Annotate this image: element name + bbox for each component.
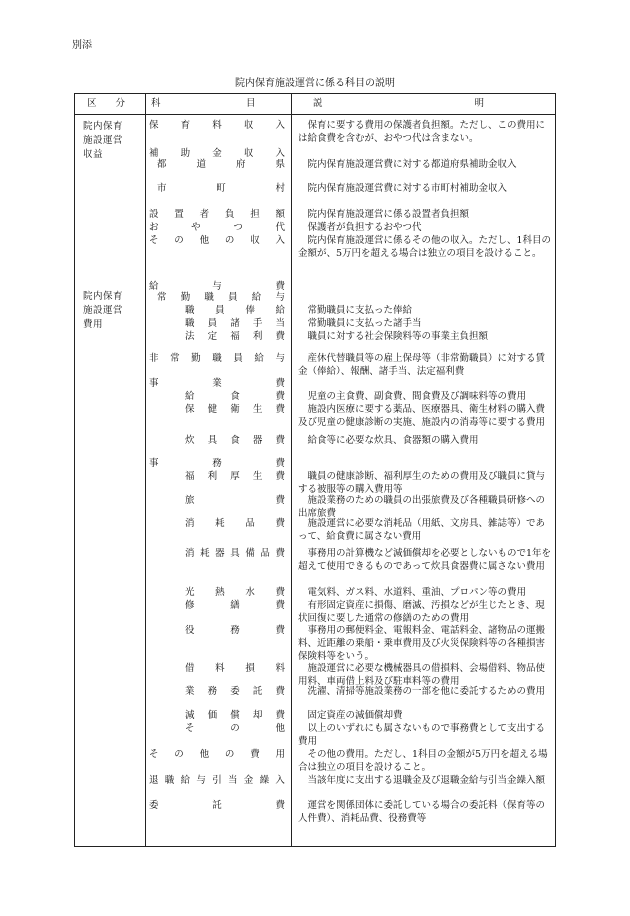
- account-item-char: や: [191, 222, 201, 233]
- account-item-char: 用: [275, 749, 285, 760]
- account-item-char: 費: [275, 281, 285, 292]
- account-item-char: 生: [252, 471, 263, 482]
- account-item-char: 与: [196, 775, 206, 786]
- account-item: [185, 390, 285, 403]
- account-item-char: 福: [230, 331, 240, 342]
- account-item: [185, 722, 285, 735]
- account-item-char: 費: [275, 495, 285, 506]
- account-item-char: 費: [275, 625, 285, 636]
- account-item-char: 諸: [230, 318, 240, 329]
- account-item-char: 旅: [185, 495, 195, 506]
- account-item-char: 収: [243, 120, 254, 131]
- account-item: [149, 457, 285, 470]
- account-item-char: 員: [215, 305, 225, 316]
- category-expense: 院内保育 施設運営 費用: [83, 291, 124, 330]
- account-item-char: 費: [275, 710, 285, 721]
- account-item-char: 金: [243, 775, 254, 786]
- account-description: 事務用の郵便料金、電報料金、電話料金、諸物品の運搬料、近距離の乗船・乗車費用及び火災保険料等の各種損害保険料等をいう。: [298, 625, 546, 662]
- account-item-char: 他: [275, 723, 285, 734]
- account-item: [149, 352, 285, 365]
- header-item: 科 目: [151, 98, 256, 109]
- account-item-char: そ: [149, 235, 159, 246]
- account-item-char: 利: [252, 331, 263, 342]
- account-item-char: 入: [275, 235, 285, 246]
- account-item: [185, 470, 285, 483]
- account-item-char: 助: [180, 148, 191, 159]
- account-item-char: 給: [275, 305, 285, 316]
- account-item-char: 委: [149, 800, 159, 811]
- account-item-char: 員: [228, 292, 238, 303]
- account-description: 電気料、ガス料、水道料、重油、プロパン等の費用: [307, 587, 527, 598]
- account-description: 施設運営に必要な機械器具の借損料、会場借料、物品使用料、車両借上料及び駐車料等の費用: [298, 663, 546, 687]
- account-item-char: 員: [233, 353, 243, 364]
- account-item-char: 水: [245, 587, 255, 598]
- account-item-char: 職: [164, 775, 175, 786]
- account-item-char: 務: [212, 458, 222, 469]
- account-item-char: 担: [250, 209, 260, 220]
- account-item-char: 費: [275, 587, 285, 598]
- account-item-char: 役: [185, 625, 195, 636]
- account-item-char: 与: [212, 281, 222, 292]
- account-item-char: 設: [149, 209, 159, 220]
- account-item: [185, 624, 285, 637]
- account-item-char: 勤: [180, 292, 191, 303]
- account-item-char: の: [224, 235, 235, 246]
- account-item: [149, 208, 285, 221]
- account-item-char: 補: [149, 148, 159, 159]
- account-item-char: 代: [275, 222, 285, 233]
- account-item-char: 厚: [230, 471, 240, 482]
- account-description: 施設業務のための職員の出張旅費及び各種職員研修への出席旅費: [298, 495, 546, 519]
- account-item-char: 熱: [215, 587, 225, 598]
- header-description: 説 明: [313, 98, 485, 109]
- account-item-char: 入: [275, 120, 285, 131]
- account-item-char: 業: [212, 378, 222, 389]
- account-item-char: 費: [275, 458, 285, 469]
- account-description: 常勤職員に支払った俸給: [307, 305, 413, 316]
- account-item-char: 食: [230, 435, 240, 446]
- account-item-char: 光: [185, 587, 195, 598]
- account-item-char: 勤: [191, 353, 201, 364]
- account-item-char: 生: [252, 404, 263, 415]
- account-item-char: 他: [199, 235, 210, 246]
- account-item-char: 当: [227, 775, 238, 786]
- account-item: [185, 599, 285, 612]
- account-item-char: 器: [252, 435, 263, 446]
- account-item-char: 保: [185, 404, 195, 415]
- account-item: [149, 119, 285, 132]
- account-item: [185, 330, 285, 343]
- account-item-char: 育: [180, 120, 191, 131]
- account-item-char: 務: [230, 625, 240, 636]
- account-description: 以上のいずれにも属さないもので事務費として支出する費用: [298, 723, 546, 747]
- annex-label: 別添: [72, 40, 92, 51]
- account-item-char: 負: [224, 209, 235, 220]
- account-item-char: 務: [207, 686, 218, 697]
- account-item-char: 引: [212, 775, 222, 786]
- account-item-char: 職: [185, 318, 195, 329]
- document-title: 院内保育施設運営に係る科目の説明: [235, 78, 395, 89]
- account-item: [149, 774, 285, 787]
- account-item-char: 常: [170, 353, 180, 364]
- account-item-char: 衛: [230, 404, 240, 415]
- account-item-char: 市: [157, 183, 167, 194]
- account-description: 職員の健康診断、福利厚生のための費用及び職員に貸与する被服等の購入費用等: [298, 471, 546, 495]
- account-item-char: 当: [275, 318, 285, 329]
- account-item-char: 却: [252, 710, 263, 721]
- account-item-char: 健: [207, 404, 218, 415]
- account-item-char: 定: [207, 331, 218, 342]
- account-item-char: 借: [185, 663, 195, 674]
- account-item: [149, 377, 285, 390]
- account-item-char: 費: [275, 331, 285, 342]
- account-description: 当該年度に支出する退職金及び退職金給与引当金繰入額: [307, 775, 546, 786]
- header-divider: [75, 114, 555, 115]
- account-item-char: 業: [185, 686, 195, 697]
- account-item: [149, 748, 285, 761]
- account-item-char: 委: [230, 686, 240, 697]
- account-item-char: 料: [275, 663, 285, 674]
- header-category: 区 分: [87, 98, 126, 109]
- account-item-char: 費: [275, 378, 285, 389]
- account-item-char: 給: [251, 292, 262, 303]
- account-item: [185, 304, 285, 317]
- account-item-char: 託: [212, 800, 222, 811]
- account-item-char: 品: [245, 518, 255, 529]
- account-description: 給食等に必要な炊具、食器類の購入費用: [307, 435, 479, 446]
- account-item: [185, 685, 285, 698]
- account-item-char: 耗: [215, 518, 225, 529]
- account-description: 常勤職員に支払った諸手当: [307, 318, 422, 329]
- account-item-char: 保: [149, 120, 159, 131]
- account-item-char: 都: [157, 159, 167, 170]
- account-item-char: 器: [215, 548, 225, 559]
- account-item-char: 料: [212, 120, 222, 131]
- account-item-char: 炊: [185, 435, 195, 446]
- account-item-char: 事: [149, 378, 159, 389]
- account-item-char: 価: [207, 710, 218, 721]
- account-item-char: 職: [185, 305, 195, 316]
- account-item-char: の: [230, 723, 240, 734]
- account-item-char: 県: [275, 159, 285, 170]
- account-item-char: 具: [207, 435, 218, 446]
- account-description: 施設内医療に要する薬品、医療器具、衛生材料の購入費及び児童の健康診断の実施、施設内の消毒等に要する費用: [298, 404, 546, 428]
- account-description: 院内保育施設運営に係る設置者負担額: [307, 209, 470, 220]
- account-item: [149, 234, 285, 247]
- account-item-char: 入: [275, 148, 285, 159]
- account-item-char: 退: [149, 775, 159, 786]
- account-item-char: 府: [235, 159, 246, 170]
- account-item-char: 費: [275, 391, 285, 402]
- account-item-char: 額: [275, 209, 285, 220]
- account-description: 院内保育施設運営費に対する市町村補助金収入: [307, 183, 508, 194]
- account-item-char: 収: [243, 148, 254, 159]
- account-item-char: 給: [254, 353, 264, 364]
- account-item-char: 料: [215, 663, 225, 674]
- account-item-char: 費: [275, 518, 285, 529]
- account-item-char: 食: [230, 391, 240, 402]
- account-description: 院内保育施設運営に係るその他の収入。ただし、1科目の金額が、5万円を超える場合は独立の項目を設けること。: [298, 235, 552, 259]
- account-item-char: 修: [185, 600, 195, 611]
- account-item-char: 耗: [200, 548, 210, 559]
- account-item: [185, 586, 285, 599]
- account-description: 有形固定資産に損傷、磨滅、汚損などが生じたとき、現状回復に要した通常の修繕のための費用: [298, 600, 545, 624]
- account-item: [185, 547, 285, 560]
- account-item: [157, 182, 285, 195]
- account-item-char: 費: [275, 600, 285, 611]
- account-item-char: 町: [216, 183, 226, 194]
- account-item-char: 職: [204, 292, 214, 303]
- column-divider: [291, 94, 292, 846]
- account-item-char: 償: [230, 710, 240, 721]
- account-description: 保育に要する費用の保護者負担額。ただし、この費用には給食費を含むが、おやつ代は含まない。: [298, 120, 546, 144]
- account-item-char: 俸: [245, 305, 255, 316]
- account-item-char: 与: [275, 353, 285, 364]
- account-item-char: 入: [275, 775, 285, 786]
- account-item-char: 託: [252, 686, 263, 697]
- account-description: その他の費用。ただし、1科目の金額が5万円を超える場合は独立の項目を設けること。: [298, 749, 548, 773]
- account-item-char: 利: [207, 471, 218, 482]
- account-description: 固定資産の減価償却費: [307, 710, 403, 721]
- account-item-char: 品: [260, 548, 270, 559]
- account-item-char: つ: [233, 222, 243, 233]
- account-description: 保護者が負担するおやつ代: [307, 222, 422, 233]
- account-item-char: 給: [149, 281, 159, 292]
- account-item: [185, 317, 285, 330]
- account-item-char: 損: [245, 663, 255, 674]
- account-item-char: 費: [275, 800, 285, 811]
- account-item-char: 費: [250, 749, 260, 760]
- account-item: [185, 403, 285, 416]
- account-item-char: 費: [275, 435, 285, 446]
- account-item-char: 道: [196, 159, 206, 170]
- account-description: 院内保育施設運営費に対する都道府県補助金収入: [307, 159, 517, 170]
- category-revenue: 院内保育 施設運営 収益: [83, 121, 124, 160]
- account-description: 運営を関係団体に委託している場合の委託料（保育等の人件費）、消耗品費、役務費等: [298, 800, 546, 824]
- account-item-char: 他: [199, 749, 210, 760]
- account-item: [185, 494, 285, 507]
- account-item: [149, 221, 285, 234]
- account-item-char: お: [149, 222, 159, 233]
- account-item-char: 常: [157, 292, 167, 303]
- account-item-char: 備: [245, 548, 255, 559]
- account-item-char: 費: [275, 548, 285, 559]
- account-item-char: 与: [275, 292, 285, 303]
- account-item: [157, 158, 285, 171]
- account-item-char: そ: [149, 749, 159, 760]
- account-item-char: 減: [185, 710, 195, 721]
- account-description: 事務用の計算機など減価償却を必要としないもので1年を超えて使用できるものであって炊具食器費に属さない費用: [298, 548, 552, 572]
- account-item: [185, 662, 285, 675]
- account-table: [74, 93, 556, 847]
- account-item-char: 費: [275, 404, 285, 415]
- account-item-char: 福: [185, 471, 195, 482]
- account-item-char: 費: [275, 686, 285, 697]
- account-item-char: 消: [185, 518, 195, 529]
- account-item-char: 者: [199, 209, 210, 220]
- account-item-char: の: [174, 749, 184, 760]
- account-item: [185, 434, 285, 447]
- account-item-char: 非: [149, 353, 159, 364]
- account-item-char: 費: [275, 471, 285, 482]
- account-item-char: 事: [149, 458, 159, 469]
- account-item-char: 置: [174, 209, 184, 220]
- account-item-char: 繕: [230, 600, 240, 611]
- account-description: 職員に対する社会保険料等の事業主負担額: [307, 331, 489, 342]
- account-item-char: の: [224, 749, 235, 760]
- account-item-char: 金: [212, 148, 222, 159]
- account-description: 洗濯、清掃等施設業務の一部を他に委託するための費用: [307, 686, 546, 697]
- account-item-char: 職: [212, 353, 222, 364]
- account-item: [185, 517, 285, 530]
- account-description: 産休代替職員等の雇上保母等（非常勤職員）に対する賃金（俸給）、報酬、諸手当、法定福利費: [298, 353, 546, 377]
- account-item-char: 手: [252, 318, 263, 329]
- account-item-char: 消: [185, 548, 195, 559]
- account-item-char: 具: [230, 548, 240, 559]
- account-description: 施設運営に必要な消耗品（用紙、文房具、雑誌等）であって、給食費に属さない費用: [298, 518, 546, 542]
- account-item-char: 法: [185, 331, 195, 342]
- account-description: 児童の主食費、副食費、間食費及び調味料等の費用: [307, 391, 527, 402]
- account-item-char: の: [174, 235, 184, 246]
- account-item-char: 給: [185, 391, 195, 402]
- account-item: [185, 709, 285, 722]
- account-item-char: 員: [207, 318, 218, 329]
- account-item: [149, 799, 285, 812]
- account-item-char: 給: [180, 775, 191, 786]
- account-item-char: そ: [185, 723, 195, 734]
- account-item-char: 収: [250, 235, 260, 246]
- account-item: [157, 291, 285, 304]
- account-item-char: 繰: [259, 775, 270, 786]
- column-divider: [145, 94, 146, 846]
- account-item-char: 村: [275, 183, 285, 194]
